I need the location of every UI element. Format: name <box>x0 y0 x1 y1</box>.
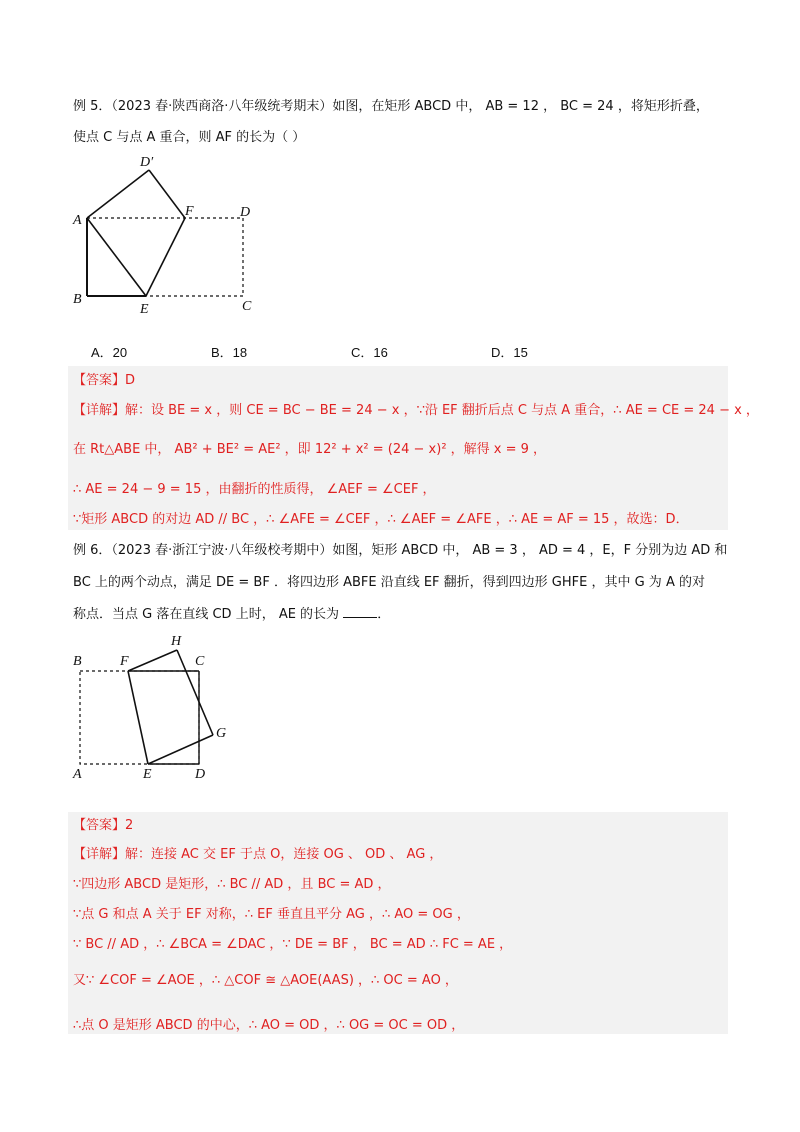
ex5-label-c: C <box>242 299 252 314</box>
ex6-detail-line-1: 【详解】解：连接 AC 交 EF 于点 O，连接 OG 、 OD 、 AG ， <box>73 847 443 862</box>
ex5-detail-line-3: ∴ AE = 24 − 9 = 15 ，由翻折的性质得， ∠AEF = ∠CEF ， <box>73 482 436 497</box>
ex6-detail-line-4: ∵ BC // AD ，∴ ∠BCA = ∠DAC ，∵ DE = BF ， BC = AD ∴ FC = AE ， <box>73 937 513 952</box>
ex5-detail-line-2: 在 Rt△ABE 中， AB² + BE² = AE² ，即 12² + x² = (24 − x)² ，解得 x = 9 ， <box>73 442 547 457</box>
ex6-label-f: F <box>120 654 129 669</box>
ex6-label-a: A <box>73 767 82 782</box>
ex6-question-line-3 <box>73 605 390 624</box>
ex5-option-d: D．15 <box>491 345 528 360</box>
ex6-detail-line-6: ∴点 O 是矩形 ABCD 的中心，∴ AO = OD ，∴ OG = OC = OD ， <box>73 1018 465 1033</box>
ex6-detail-line-3: ∵点 G 和点 A 关于 EF 对称，∴ EF 垂直且平分 AG ，∴ AO = OG ， <box>73 907 470 922</box>
ex5-option-c: C．16 <box>351 345 388 360</box>
ex5-answer: 【答案】D <box>73 373 136 388</box>
ex6-label-b: B <box>73 654 82 669</box>
ex5-option-b: B．18 <box>211 345 248 360</box>
ex6-figure <box>65 630 245 785</box>
ex6-label-h: H <box>171 634 182 649</box>
ex5-label-a: A <box>73 213 82 228</box>
ex6-label-c: C <box>195 654 205 669</box>
ex6-question-end: ． <box>377 607 391 622</box>
ex5-option-a: A．20 <box>91 345 128 360</box>
ex6-question-line-2: BC 上的两个动点，满足 DE = BF ．将四边形 ABFE 沿直线 EF 翻折，得到四边形 GHFE ，其中 G 为 A 的对 <box>73 575 705 590</box>
ex5-label-b: B <box>73 292 82 307</box>
ex5-label-f: F <box>185 204 194 219</box>
ex5-detail-line-4: ∵矩形 ABCD 的对边 AD // BC ，∴ ∠AFE = ∠CEF ，∴ ∠AEF = ∠AFE ，∴ AE = AF = 15 ，故选：D． <box>73 512 689 527</box>
ex5-label-d-prime: D′ <box>140 155 154 170</box>
answer-blank <box>343 605 377 618</box>
ex6-detail-line-2: ∵四边形 ABCD 是矩形，∴ BC // AD ，且 BC = AD ， <box>73 877 391 892</box>
ex6-question-text: 称点．当点 G 落在直线 CD 上时， AE 的长为 <box>73 607 340 622</box>
ex5-figure <box>60 150 280 320</box>
ex5-label-d: D <box>240 205 251 220</box>
ex6-question-line-1: 例 6．（2023 春·浙江宁波·八年级校考期中）如图，矩形 ABCD 中， AB = 3 ， AD = 4 ，E，F 分别为边 AD 和 <box>73 543 728 558</box>
ex5-question-line-2: 使点 C 与点 A 重合，则 AF 的长为（ ） <box>73 130 306 145</box>
ex5-question-line-1: 例 5．（2023 春·陕西商洛·八年级统考期末）如图，在矩形 ABCD 中， AB = 12 ， BC = 24 ，将矩形折叠， <box>73 99 709 114</box>
ex6-label-e: E <box>143 767 152 782</box>
ex6-label-g: G <box>216 726 227 741</box>
ex6-answer: 【答案】2 <box>73 818 134 833</box>
ex5-detail-line-1: 【详解】解：设 BE = x ，则 CE = BC − BE = 24 − x ，∵沿 EF 翻折后点 C 与点 A 重合，∴ AE = CE = 24 − x ， <box>73 403 759 418</box>
ex5-label-e: E <box>140 302 149 317</box>
ex6-detail-line-5: 又∵ ∠COF = ∠AOE ，∴ △COF ≅ △AOE(AAS) ，∴ OC = AO ， <box>73 973 458 988</box>
ex6-label-d: D <box>195 767 206 782</box>
